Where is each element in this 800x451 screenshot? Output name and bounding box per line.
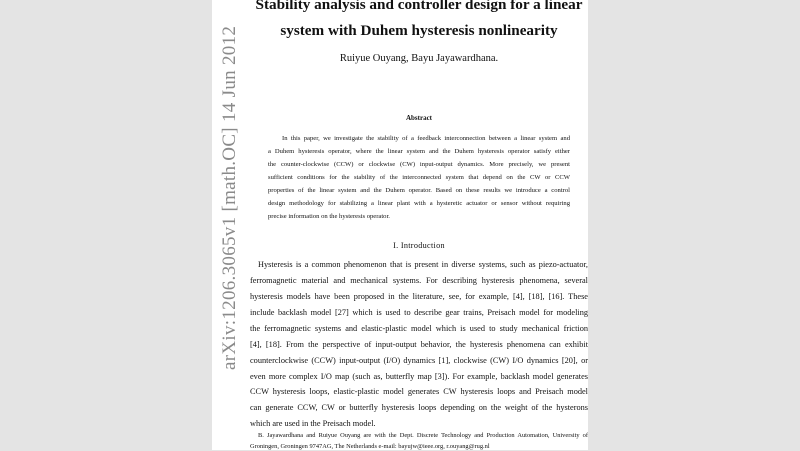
footnote-line: Groningen, Groningen 9747AG, The Netherlands e-mail: bayujw@ieee.org, r.ouyang@rug.nl (250, 443, 490, 450)
section-heading: I. Introduction (393, 241, 445, 250)
abstract-line: precise information on the hysteresis operator. (268, 213, 390, 220)
abstract-line: sufficient conditions for the stability of the interconnected system that depend on the CW or CCW (268, 174, 570, 181)
body-line: even more complex I/O map (such as, butterfly map [3]). For example, backlash model generates (250, 372, 588, 381)
abstract-line: the counter-clockwise (CCW) or clockwise (CW) input-output dynamics. More precisely, we present (268, 161, 570, 168)
body-line: hysteresis models have been proposed in the literature, see, for example, [4], [18], [16]. These (250, 292, 588, 301)
body-line: [4], [18]. From the perspective of input-output behavior, the hysteresis phenomena can exhibit (250, 340, 588, 349)
footnote-line: B. Jayawardhana and Ruiyue Ouyang are with the Dept. Discrete Technology and Production Automation, University of (258, 432, 588, 439)
arxiv-identifier: arXiv:1206.3065v1 [math.OC] 14 Jun 2012 (219, 25, 240, 370)
abstract-line: In this paper, we investigate the stability of a feedback interconnection between a linear system and (282, 135, 570, 142)
abstract-line: design methodology for stabilizing a linear plant with a hysteretic actuator or sensor without requiring (268, 200, 570, 207)
paper-title-line: Stability analysis and controller design for a linear (255, 0, 583, 13)
abstract-line: a Duhem hysteresis operator, where the linear system and the Duhem hysteresis operator satisfy either (268, 148, 570, 155)
paper-page (212, 0, 588, 450)
body-line: include backlash model [27] which is used to describe gear trains, Preisach model for modeling (250, 308, 588, 317)
body-line: ferromagnetic material and mechanical systems. For describing hysteresis phenomena, several (250, 276, 588, 285)
paper-authors: Ruiyue Ouyang, Bayu Jayawardhana. (339, 53, 499, 64)
abstract-heading: Abstract (405, 114, 433, 122)
body-line: can generate CCW, CW or butterfly hysteresis loops depending on the weight of the hysterons (250, 403, 588, 412)
body-line: CCW hysteresis loops, elastic-plastic model generates CW hysteresis loops and Preisach model (250, 387, 588, 396)
body-line: counterclockwise (CCW) input-output (I/O) dynamics [1], clockwise (CW) I/O dynamics [20], or (250, 356, 588, 365)
body-line: the ferromagnetic systems and elastic-plastic model which is used to study mechanical friction (250, 324, 588, 333)
paper-title-line: system with Duhem hysteresis nonlinearity (280, 22, 558, 39)
body-line: Hysteresis is a common phenomenon that is present in diverse systems, such as piezo-actuator, (258, 260, 588, 269)
abstract-line: properties of the linear system and the Duhem operator. Based on these results we introduce a control (268, 187, 570, 194)
body-line: which are used in the Preisach model. (250, 419, 376, 428)
